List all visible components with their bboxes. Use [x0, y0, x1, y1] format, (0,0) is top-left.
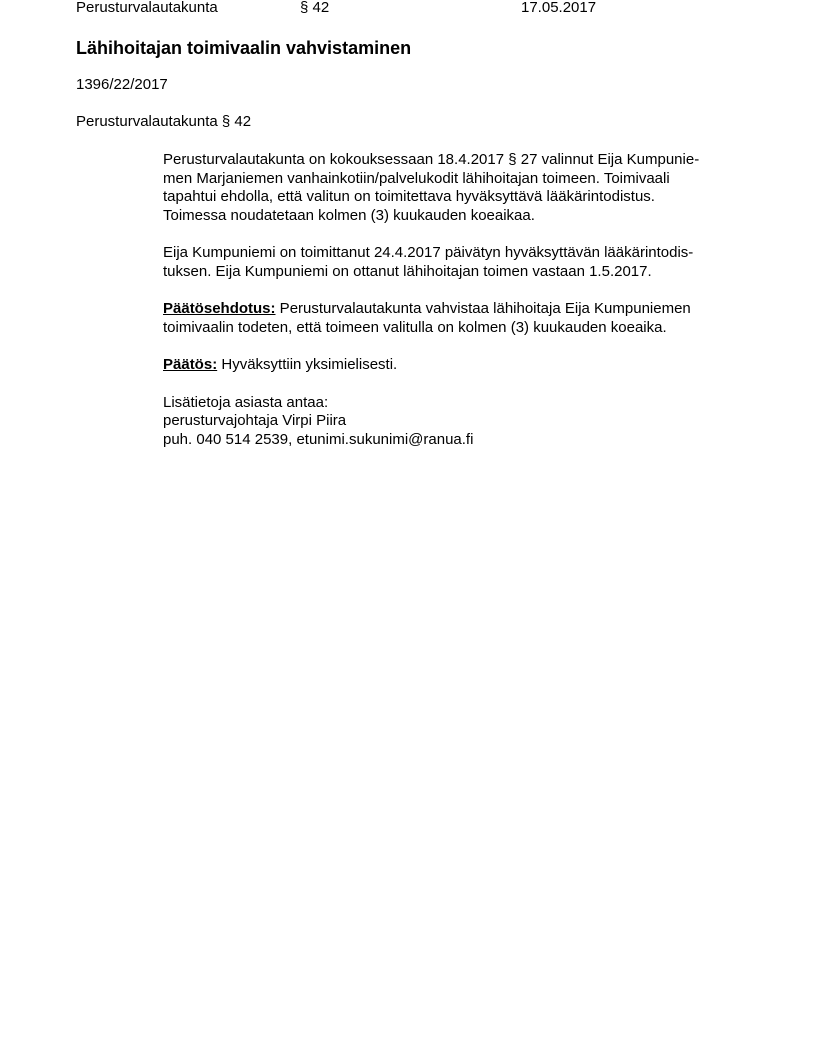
text-line: tapahtui ehdolla, että valitun on toimitettava hyväksyttävä lääkärintodistus. [163, 188, 655, 205]
decision-text: Hyväksyttiin yksimielisesti. [217, 356, 398, 373]
contact-details: puh. 040 514 2539, etunimi.sukunimi@ranua.fi [163, 430, 474, 448]
text-line: men Marjaniemen vanhainkotiin/palvelukodit lähihoitajan toimeen. Toimivaali [163, 169, 670, 187]
proposal-text: Perusturvalautakunta vahvistaa lähihoitaja Eija Kumpuniemen [275, 300, 691, 317]
paragraph-decision [163, 356, 753, 375]
text-line: tuksen. Eija Kumpuniemi on ottanut lähihoitajan toimen vastaan 1.5.2017. [163, 262, 652, 280]
document-body [163, 151, 753, 468]
header-organization: Perusturvalautakunta [76, 0, 218, 16]
case-number: 1396/22/2017 [76, 76, 168, 93]
header-paragraph-number: § 42 [300, 0, 330, 16]
text-line [163, 356, 753, 375]
proposal-label: Päätösehdotus: [163, 300, 276, 317]
decision-label: Päätös: [163, 356, 218, 373]
paragraph-contact [163, 394, 753, 450]
text-line: toimivaalin todeten, että toimeen valitulla on kolmen (3) kuukauden koeaika. [163, 318, 667, 336]
paragraph-medical-certificate [163, 244, 753, 281]
text-line: Eija Kumpuniemi on toimittanut 24.4.2017 päivätyn hyväksyttävän lääkärintodis- [163, 244, 694, 261]
paragraph-proposal [163, 300, 753, 337]
document-title: Lähihoitajan toimivaalin vahvistaminen [76, 38, 412, 58]
section-reference: Perusturvalautakunta § 42 [76, 113, 252, 130]
text-line [163, 300, 753, 319]
header-date: 17.05.2017 [521, 0, 597, 16]
contact-heading: Lisätietoja asiasta antaa: [163, 393, 329, 411]
contact-person: perusturvajohtaja Virpi Piira [163, 412, 347, 429]
text-line: Toimessa noudatetaan kolmen (3) kuukauden koeaikaa. [163, 206, 535, 224]
text-line: Perusturvalautakunta on kokouksessaan 18.4.2017 § 27 valinnut Eija Kumpunie- [163, 151, 700, 168]
paragraph-background [163, 151, 753, 225]
